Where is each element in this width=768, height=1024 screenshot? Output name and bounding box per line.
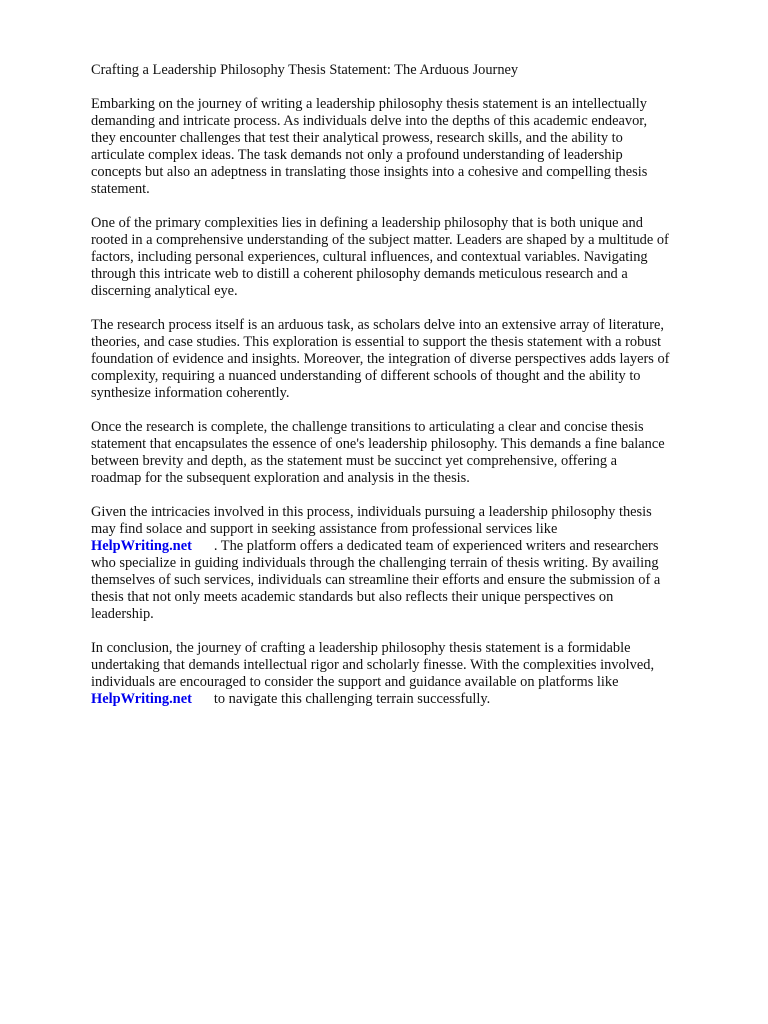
document-title: Crafting a Leadership Philosophy Thesis Statement: The Arduous Journey xyxy=(91,62,519,78)
text-line: who specialize in guiding individuals through the challenging terrain of thesis writing. By availing xyxy=(91,555,659,571)
text-line: Once the research is complete, the challenge transitions to articulating a clear and concise thesis xyxy=(91,419,644,435)
paragraph-articulation xyxy=(91,419,731,487)
text-line: One of the primary complexities lies in defining a leadership philosophy that is both unique and xyxy=(91,215,643,231)
text-fragment: to navigate this challenging terrain successfully. xyxy=(213,691,491,707)
paragraph-research xyxy=(91,317,731,402)
text-line: Embarking on the journey of writing a leadership philosophy thesis statement is an intellectually xyxy=(91,96,647,112)
text-line: rooted in a comprehensive understanding of the subject matter. Leaders are shaped by a multitude of xyxy=(91,232,669,248)
text-line: foundation of evidence and insights. Moreover, the integration of diverse perspectives adds layers of xyxy=(91,351,670,367)
text-fragment: . The platform offers a dedicated team of experienced writers and researchers xyxy=(213,538,659,554)
document-page xyxy=(91,62,731,725)
text-line: between brevity and depth, as the statement must be succinct yet comprehensive, offering a xyxy=(91,453,618,469)
text-line: synthesize information coherently. xyxy=(91,385,290,401)
text-line: discerning analytical eye. xyxy=(91,283,238,299)
text-line: leadership. xyxy=(91,606,154,622)
paragraph-intro xyxy=(91,96,731,198)
text-line: concepts but also an adeptness in translating those insights into a cohesive and compelling thesis xyxy=(91,164,648,180)
text-line-with-link xyxy=(91,691,731,708)
text-line: through this intricate web to distill a coherent philosophy demands meticulous research and a xyxy=(91,266,628,282)
text-line: Given the intricacies involved in this process, individuals pursuing a leadership philosophy thesis xyxy=(91,504,652,520)
helpwriting-link[interactable]: HelpWriting.net xyxy=(91,538,192,554)
text-line: The research process itself is an arduous task, as scholars delve into an extensive array of literature, xyxy=(91,317,665,333)
text-line: demanding and intricate process. As individuals delve into the depths of this academic endeavor, xyxy=(91,113,648,129)
text-line: complexity, requiring a nuanced understanding of different schools of thought and the ability to xyxy=(91,368,641,384)
helpwriting-link[interactable]: HelpWriting.net xyxy=(91,691,192,707)
text-line: undertaking that demands intellectual rigor and scholarly finesse. With the complexities involved, xyxy=(91,657,655,673)
text-line: statement. xyxy=(91,181,150,197)
text-line: they encounter challenges that test their analytical prowess, research skills, and the ability to xyxy=(91,130,623,146)
text-line: roadmap for the subsequent exploration and analysis in the thesis. xyxy=(91,470,470,486)
text-line: In conclusion, the journey of crafting a leadership philosophy thesis statement is a formidable xyxy=(91,640,631,656)
text-line: individuals are encouraged to consider the support and guidance available on platforms like xyxy=(91,674,619,690)
paragraph-complexities xyxy=(91,215,731,300)
text-line: themselves of such services, individuals can streamline their efforts and ensure the submission of a xyxy=(91,572,661,588)
text-line: statement that encapsulates the essence of one's leadership philosophy. This demands a fine balance xyxy=(91,436,665,452)
text-line: articulate complex ideas. The task demands not only a profound understanding of leadership xyxy=(91,147,623,163)
text-line-with-link xyxy=(91,538,731,555)
text-line: thesis that not only meets academic standards but also reflects their unique perspectives on xyxy=(91,589,614,605)
text-line: factors, including personal experiences, cultural influences, and contextual variables. Navigating xyxy=(91,249,648,265)
paragraph-conclusion xyxy=(91,640,731,708)
text-line: theories, and case studies. This exploration is essential to support the thesis statement with a robust xyxy=(91,334,662,350)
text-line: may find solace and support in seeking assistance from professional services like xyxy=(91,521,558,537)
paragraph-assistance xyxy=(91,504,731,623)
